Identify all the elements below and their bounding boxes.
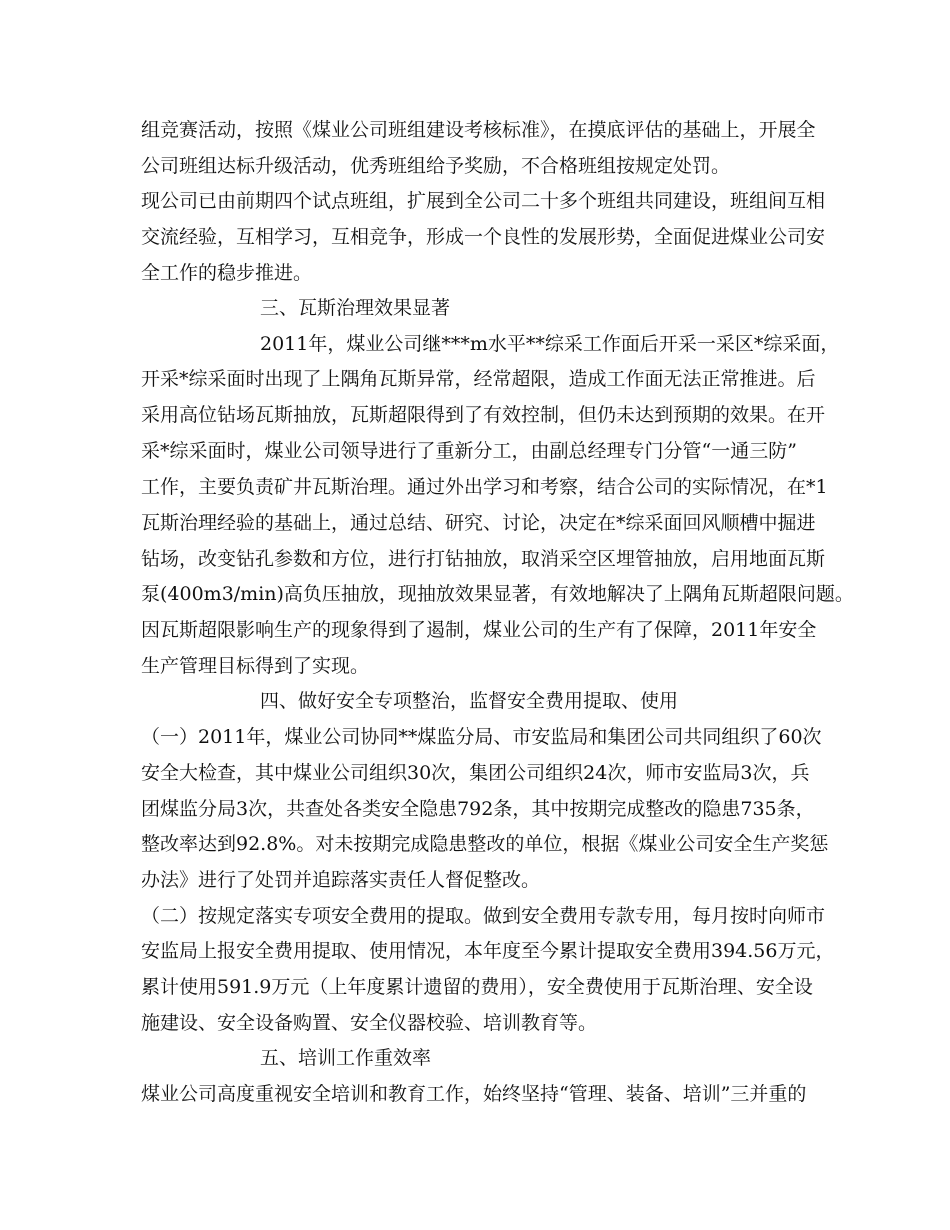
paragraph-line: （二）按规定落实专项安全费用的提取。做到安全费用专款专用，每月按时向师市 bbox=[141, 905, 826, 927]
paragraph-line: 公司班组达标升级活动，优秀班组给予奖励，不合格班组按规定处罚。 bbox=[141, 155, 731, 177]
paragraph-line: （一）2011年，煤业公司协同**煤监分局、市安监局和集团公司共同组织了60次 bbox=[141, 726, 822, 748]
paragraph-line: 煤业公司高度重视安全培训和教育工作，始终坚持“管理、装备、培训”三并重的 bbox=[141, 1083, 807, 1105]
section-heading: 三、瓦斯治理效果显著 bbox=[260, 297, 451, 319]
paragraph-line: 因瓦斯超限影响生产的现象得到了遏制，煤业公司的生产有了保障，2011年安全 bbox=[141, 619, 817, 641]
paragraph-line: 生产管理目标得到了实现。 bbox=[141, 655, 370, 677]
paragraph-line: 瓦斯治理经验的基础上，通过总结、研究、讨论，决定在*综采面回风顺槽中掘进 bbox=[141, 512, 816, 534]
paragraph-line: 全工作的稳步推进。 bbox=[141, 262, 313, 284]
paragraph-line: 开采*综采面时出现了上隅角瓦斯异常，经常超限，造成工作面无法正常推进。后 bbox=[141, 368, 816, 390]
section-heading: 五、培训工作重效率 bbox=[260, 1047, 432, 1069]
paragraph-line: 泵(400m3/min)高负压抽放，现抽放效果显著，有效地解决了上隅角瓦斯超限问题。 bbox=[141, 583, 854, 605]
paragraph-line: 办法》进行了处罚并追踪落实责任人督促整改。 bbox=[141, 869, 541, 891]
section-heading: 四、做好安全专项整治，监督安全费用提取、使用 bbox=[260, 690, 679, 712]
paragraph-line: 交流经验，互相学习，互相竞争，形成一个良性的发展形势，全面促进煤业公司安 bbox=[141, 226, 826, 248]
paragraph-line: 钻场，改变钻孔参数和方位，进行打钻抽放，取消采空区埋管抽放，启用地面瓦斯 bbox=[141, 548, 826, 570]
paragraph-line: 安监局上报安全费用提取、使用情况，本年度至今累计提取安全费用394.56万元， bbox=[141, 940, 835, 962]
paragraph-line: 累计使用591.9万元（上年度累计遗留的费用），安全费使用于瓦斯治理、安全设 bbox=[141, 976, 813, 998]
paragraph-line: 采用高位钻场瓦斯抽放，瓦斯超限得到了有效控制，但仍未达到预期的效果。在开 bbox=[141, 404, 826, 426]
paragraph-line: 现公司已由前期四个试点班组，扩展到全公司二十多个班组共同建设，班组间互相 bbox=[141, 190, 826, 212]
paragraph-line: 工作，主要负责矿井瓦斯治理。通过外出学习和考察，结合公司的实际情况，在*1 bbox=[141, 476, 828, 498]
paragraph-line: 采*综采面时，煤业公司领导进行了重新分工，由副总经理专门分管“一通三防” bbox=[141, 440, 797, 462]
paragraph-line: 整改率达到92.8%。对未按期完成隐患整改的单位，根据《煤业公司安全生产奖惩 bbox=[141, 833, 829, 855]
paragraph-line: 安全大检查，其中煤业公司组织30次，集团公司组织24次，师市安监局3次，兵 bbox=[141, 762, 810, 784]
paragraph-line: 团煤监分局3次，共查处各类安全隐患792条，其中按期完成整改的隐患735条， bbox=[141, 798, 815, 820]
paragraph-line: 施建设、安全设备购置、安全仪器校验、培训教育等。 bbox=[141, 1012, 598, 1034]
paragraph-line: 组竞赛活动，按照《煤业公司班组建设考核标准》，在摸底评估的基础上，开展全 bbox=[141, 119, 816, 141]
paragraph-line: 2011年，煤业公司继***m水平**综采工作面后开采一采区*综采面， bbox=[260, 333, 840, 355]
